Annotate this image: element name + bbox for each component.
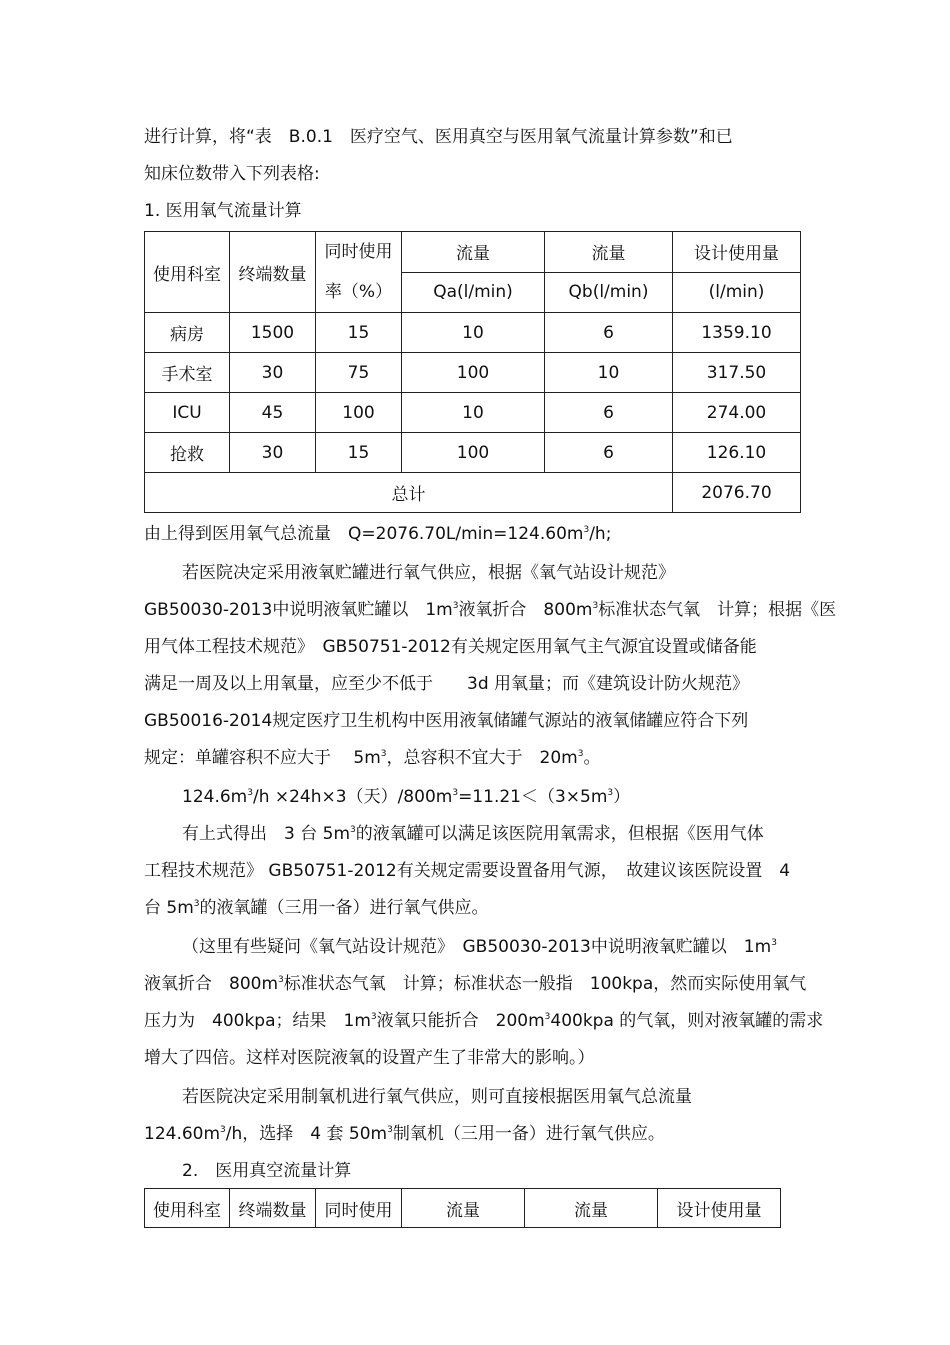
table-row	[145, 393, 801, 433]
header-rate-line1: 同时使用	[324, 242, 393, 262]
cell-design: 1359.10	[673, 313, 801, 353]
header-dept: 使用科室	[145, 1189, 230, 1228]
table-row	[145, 433, 801, 473]
para-3-line-1: 有上式得出 3 台 $5m^3$的液氧罐可以满足该医院用氧需求，但根据《医用气体	[182, 824, 764, 844]
cell-qb: 6	[545, 313, 673, 353]
cell-design: 274.00	[673, 393, 801, 433]
cell-dept: ICU	[145, 393, 230, 433]
calc-line: $124.6m^3/h \times 24h\times 3$（天）$/800m^3=11.21<(3\times 5m^3)$	[182, 787, 631, 807]
header-flow-b: 流量	[525, 1189, 658, 1228]
table-row	[145, 313, 801, 353]
para-2-line-4: 满足一周及以上用氧量，应至少不低于 3d 用氧量；而《建筑设计防火规范》	[144, 674, 750, 694]
header-terminals: 终端数量	[230, 232, 316, 313]
header-flow-a-bottom: Qa(l/min)	[402, 272, 545, 313]
header-flow-a: 流量	[402, 1189, 525, 1228]
section-2-title: 2. 医用真空流量计算	[182, 1161, 352, 1181]
header-rate: 同时使用	[316, 1189, 402, 1228]
para-2-line-1: 若医院决定采用液氧贮罐进行氧气供应，根据《氧气站设计规范》	[182, 563, 675, 583]
header-terminals: 终端数量	[230, 1189, 316, 1228]
cell-design: 126.10	[673, 433, 801, 473]
header-design: 设计使用量	[658, 1189, 781, 1228]
para-2-line-2: GB50030-2013中说明液氧贮罐以 $1m^3$液氧折合 $800m^3$标准状态气氧 计算；根据《医	[144, 600, 837, 620]
cell-dept: 抢救	[145, 433, 230, 473]
cell-rate: 15	[316, 433, 402, 473]
cell-rate: 100	[316, 393, 402, 433]
para-4-line-2: 液氧折合 $800m^3$标准状态气氧 计算；标准状态一般指 100kpa，然而实际使用氧气	[144, 974, 807, 994]
header-dept: 使用科室	[145, 232, 230, 313]
section-1-title: 1. 医用氧气流量计算	[144, 201, 302, 221]
cell-terminals: 1500	[230, 313, 316, 353]
oxygen-flow-table	[144, 231, 801, 513]
cell-rate: 75	[316, 353, 402, 393]
cell-terminals: 30	[230, 433, 316, 473]
para-4-line-4: 增大了四倍。这样对医院液氧的设置产生了非常大的影响。）	[144, 1048, 595, 1068]
para-2-line-3: 用气体工程技术规范》 GB50751-2012有关规定医用氧气主气源宜设置或储备能	[144, 637, 757, 657]
total-flow-line: 由上得到医用氧气总流量 $Q=2076.70L/\min=124.60m^3/h$;	[144, 524, 612, 544]
para-4-line-3: 压力为 400kpa；结果 $1m^3$液氧只能折合 $200m^3400kpa$ 的气氧，则对液氧罐的需求	[144, 1011, 824, 1031]
cell-qa: 10	[402, 313, 545, 353]
total-value: 2076.70	[673, 473, 801, 513]
cell-qb: 10	[545, 353, 673, 393]
cell-dept: 病房	[145, 313, 230, 353]
para-3-line-2: 工程技术规范》 GB50751-2012有关规定需要设置备用气源， 故建议该医院设置 4	[144, 861, 791, 881]
header-design-bottom: (l/min)	[673, 272, 801, 313]
para-3-line-3: 台 $5m^3$的液氧罐（三用一备）进行氧气供应。	[144, 898, 489, 918]
cell-design: 317.50	[673, 353, 801, 393]
header-flow-b-bottom: Qb(l/min)	[545, 272, 673, 313]
para-2-line-5: GB50016-2014规定医疗卫生机构中医用液氧储罐气源站的液氧储罐应符合下列	[144, 711, 749, 731]
header-flow-b-top: 流量	[545, 232, 673, 273]
header-rate	[316, 232, 402, 313]
cell-qa: 100	[402, 353, 545, 393]
header-flow-a-top: 流量	[402, 232, 545, 273]
cell-qb: 6	[545, 393, 673, 433]
cell-qa: 100	[402, 433, 545, 473]
header-design-top: 设计使用量	[673, 232, 801, 273]
para-4-line-1: （这里有些疑问《氧气站设计规范》 GB50030-2013中说明液氧贮罐以 $1m^3$	[182, 937, 777, 957]
intro-line-1: 进行计算，将“表 B.0.1 医疗空气、医用真空与医用氧气流量计算参数”和已	[144, 127, 733, 147]
header-rate-line2: 率（%）	[324, 282, 393, 302]
intro-line-2: 知床位数带入下列表格:	[144, 164, 320, 184]
cell-qa: 10	[402, 393, 545, 433]
total-row	[145, 473, 801, 513]
cell-qb: 6	[545, 433, 673, 473]
cell-terminals: 45	[230, 393, 316, 433]
cell-terminals: 30	[230, 353, 316, 393]
para-5-line-1: 若医院决定采用制氧机进行氧气供应，则可直接根据医用氧气总流量	[182, 1087, 692, 1107]
para-5-line-2: $124.60m^3/h$，选择 4 套 $50m^3$制氧机（三用一备）进行氧气供应。	[144, 1124, 665, 1144]
cell-dept: 手术室	[145, 353, 230, 393]
total-label: 总计	[145, 473, 673, 513]
table-row	[145, 353, 801, 393]
para-2-line-6: 规定：单罐容积不应大于 $5m^3$，总容积不宜大于 $20m^3$。	[144, 748, 601, 768]
cell-rate: 15	[316, 313, 402, 353]
vacuum-flow-table	[144, 1188, 781, 1228]
